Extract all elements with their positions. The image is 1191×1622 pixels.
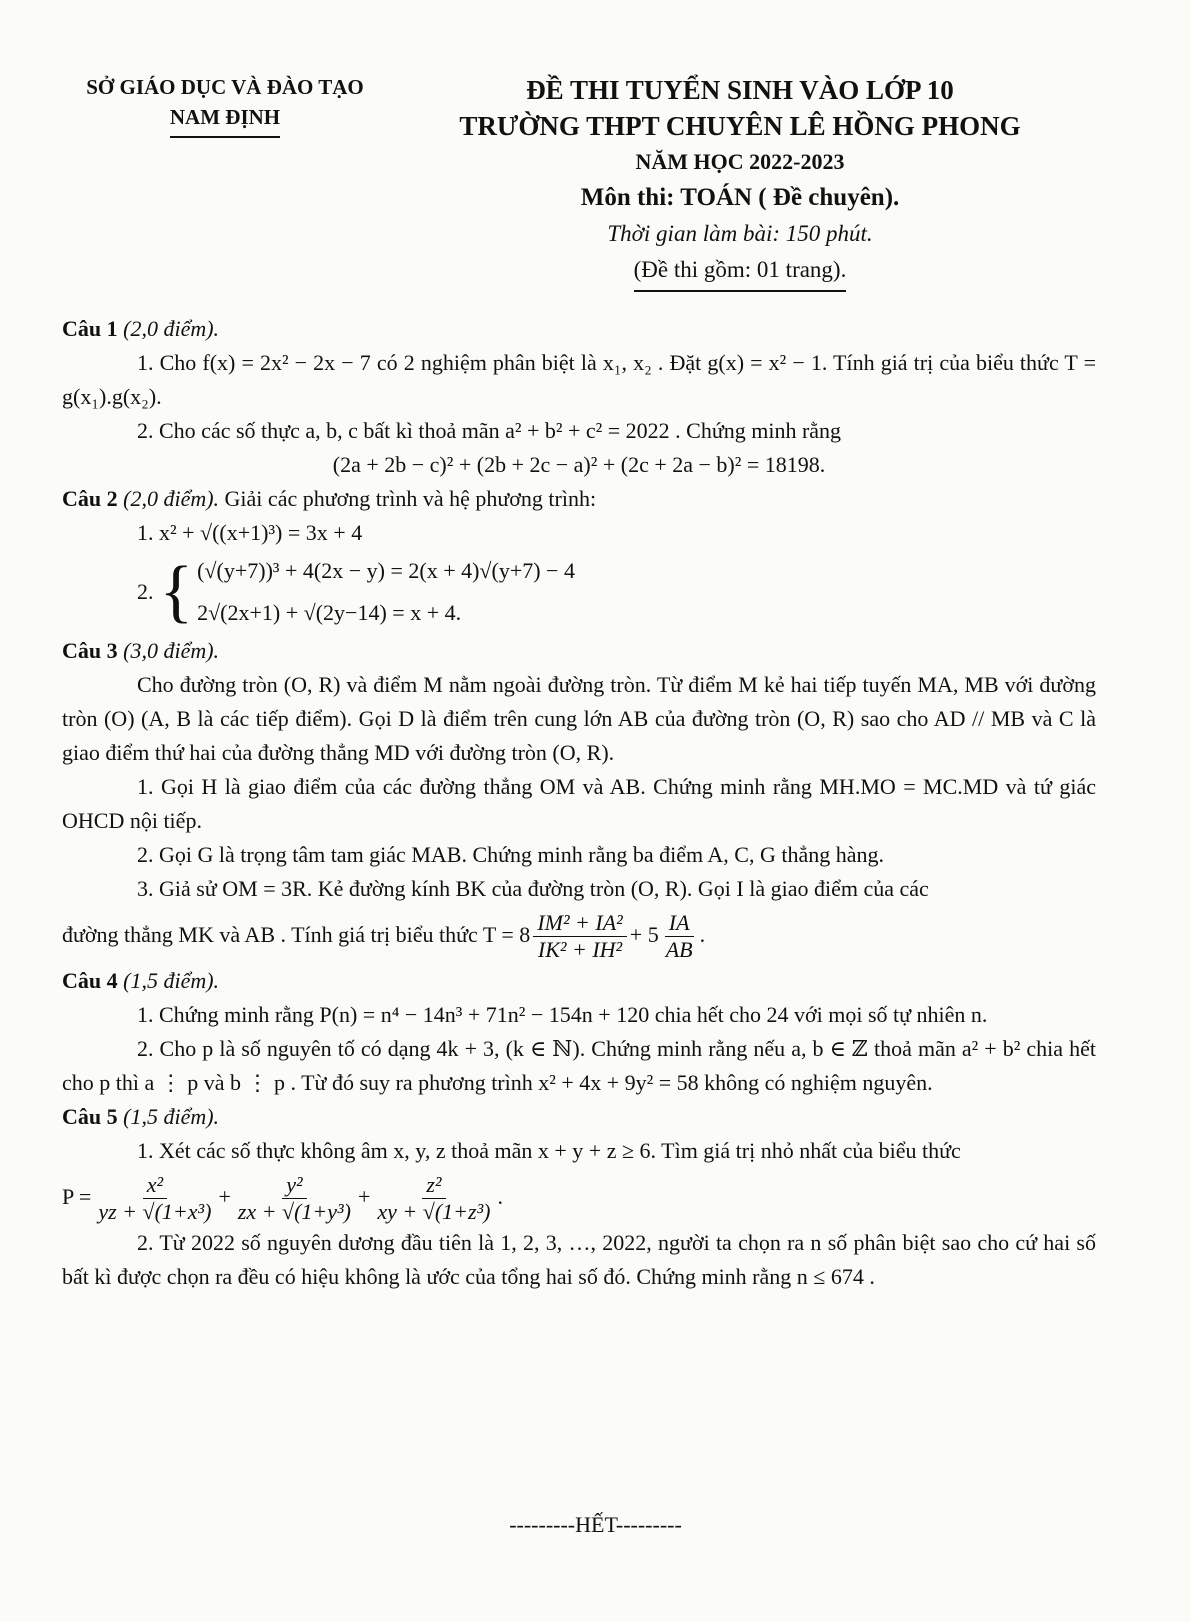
question-3-part-2: 2. Gọi G là trọng tâm tam giác MAB. Chứng minh rằng ba điểm A, C, G thẳng hàng. — [137, 842, 884, 867]
page-count: (Đề thi gồm: 01 trang). — [634, 252, 847, 292]
fraction: $\frac{\text{y²}}{\text{zx + √(1+y³)}}$ — [237, 1172, 351, 1225]
province-name: NAM ĐỊNH — [170, 102, 280, 138]
school-name: TRƯỜNG THPT CHUYÊN LÊ HỒNG PHONG — [459, 111, 1021, 141]
question-3-expression: đường thẳng MK và AB . Tính giá trị biểu thức T = 8 $\frac{\text{IM² + IA²}}{\text{IK² + IH²}}$ + 5 $\frac{IA}{AB}$ . — [62, 910, 706, 963]
plus-sign: + — [218, 1184, 231, 1209]
question-4-part-1: 1. Chứng minh rằng P(n) = n⁴ − 14n³ + 71n² − 154n + 120 chia hết cho 24 với mọi số tự nhiên n. — [137, 1002, 988, 1027]
plus-sign: + — [357, 1184, 371, 1209]
question-1-part-1: 1. Cho f(x) = 2x² − 2x − 7 có 2 nghiệm phân biệt là x₁, x₂ . Đặt g(x) = x² − 1. Tính giá trị của biểu thức T = g(x₁).g(x₂). — [62, 350, 1096, 409]
question-points: (1,5 điểm). — [123, 968, 220, 993]
time-limit: Thời gian làm bài: 150 phút. — [607, 221, 873, 246]
question-2-intro: Giải các phương trình và hệ phương trình: — [224, 486, 597, 511]
question-5-part-1: 1. Xét các số thực không âm x, y, z thoả mãn x + y + z ≥ 6. Tìm giá trị nhỏ nhất của biểu thức — [137, 1138, 961, 1163]
question-1-heading — [62, 312, 1096, 346]
question-4-heading — [62, 964, 1096, 998]
plus-sign: + 5 — [629, 922, 659, 947]
question-4-part-2: 2. Cho p là số nguyên tố có dạng 4k + 3, (k ∈ ℕ). Chứng minh rằng nếu a, b ∈ ℤ thoả mãn a² + b² chia hết cho p thì a ⋮ p và b ⋮ p . Từ đó suy ra phương trình x² + 4x + 9y² = 58 không có nghiệm nguyên. — [62, 1036, 1096, 1095]
question-2-equation-1: 1. x² + √((x+1)³) = 3x + 4 — [137, 520, 363, 545]
system-line-1: (√(y+7))³ + 4(2x − y) = 2(x + 4)√(y+7) − 4 — [197, 558, 575, 583]
question-2-heading — [62, 482, 1096, 516]
school-year: NĂM HỌC 2022-2023 — [635, 149, 845, 174]
question-5-part-2: 2. Từ 2022 số nguyên dương đầu tiên là 1, 2, 3, …, 2022, người ta chọn ra n số phân biệt sao cho cứ hai số bất kì được chọn ra đều có hiệu không là ước của tổng hai số đó. Chứng minh rằng n ≤ 674 . — [62, 1230, 1096, 1289]
question-label: Câu 2 — [62, 486, 118, 511]
department-name: SỞ GIÁO DỤC VÀ ĐÀO TẠO — [86, 75, 364, 99]
question-5-expression: P = $\frac{\text{x²}}{\text{yz + √(1+x³)}}$ + $\frac{\text{y²}}{\text{zx + √(1+y³)}}$ + $\frac{\text{z²}}{\text{xy + √(1+z³)}}$ . — [62, 1172, 503, 1225]
system-number: 2. — [137, 579, 154, 604]
question-5-heading — [62, 1100, 1096, 1134]
question-1-part-2: 2. Cho các số thực a, b, c bất kì thoả mãn a² + b² + c² = 2022 . Chứng minh rằng — [137, 418, 842, 443]
exam-body — [62, 312, 1096, 1294]
department-header — [60, 72, 390, 138]
fraction: $\frac{IA}{AB}$ — [665, 910, 693, 963]
expression-text: đường thẳng MK và AB . Tính giá trị biểu thức T = 8 — [62, 922, 531, 947]
question-label: Câu 3 — [62, 638, 118, 663]
question-points: (2,0 điểm). — [123, 486, 220, 511]
question-points: (2,0 điểm). — [123, 316, 220, 341]
subject: Môn thi: TOÁN ( Đề chuyên). — [580, 184, 900, 211]
exam-header — [400, 72, 1080, 292]
end-marker: ---------HẾT--------- — [509, 1512, 682, 1537]
question-3-heading — [62, 634, 1096, 668]
fraction: $\frac{\text{x²}}{\text{yz + √(1+x³)}}$ — [98, 1172, 212, 1225]
question-3-part-3: 3. Giả sử OM = 3R. Kẻ đường kính BK của đường tròn (O, R). Gọi I là giao điểm của các — [137, 876, 929, 901]
expression-lhs: P = — [62, 1184, 92, 1209]
question-1-equation: (2a + 2b − c)² + (2b + 2c − a)² + (2c + 2a − b)² = 18198. — [332, 452, 826, 477]
question-points: (3,0 điểm). — [123, 638, 220, 663]
question-label: Câu 5 — [62, 1104, 118, 1129]
fraction: $\frac{\text{z²}}{\text{xy + √(1+z³)}}$ — [377, 1172, 491, 1225]
system-line-2: 2√(2x+1) + √(2y−14) = x + 4. — [197, 600, 462, 625]
question-3-intro: Cho đường tròn (O, R) và điểm M nằm ngoài đường tròn. Từ điểm M kẻ hai tiếp tuyến MA, MB với đường tròn (O) (A, B là các tiếp điểm). Gọi D là điểm trên cung lớn AB của đường tròn (O, R) sao cho AD // MB và C là giao điểm thứ hai của đường thẳng MD với đường tròn (O, R). — [62, 672, 1096, 765]
question-2-system — [137, 550, 1096, 634]
question-label: Câu 4 — [62, 968, 118, 993]
left-brace-icon: { — [159, 553, 194, 630]
exam-title: ĐỀ THI TUYỂN SINH VÀO LỚP 10 — [526, 75, 954, 105]
question-label: Câu 1 — [62, 316, 118, 341]
fraction: $\frac{\text{IM² + IA²}}{\text{IK² + IH²}}$ — [533, 910, 626, 963]
question-3-part-1: 1. Gọi H là giao điểm của các đường thẳng OM và AB. Chứng minh rằng MH.MO = MC.MD và tứ giác OHCD nội tiếp. — [62, 774, 1096, 833]
question-points: (1,5 điểm). — [123, 1104, 220, 1129]
